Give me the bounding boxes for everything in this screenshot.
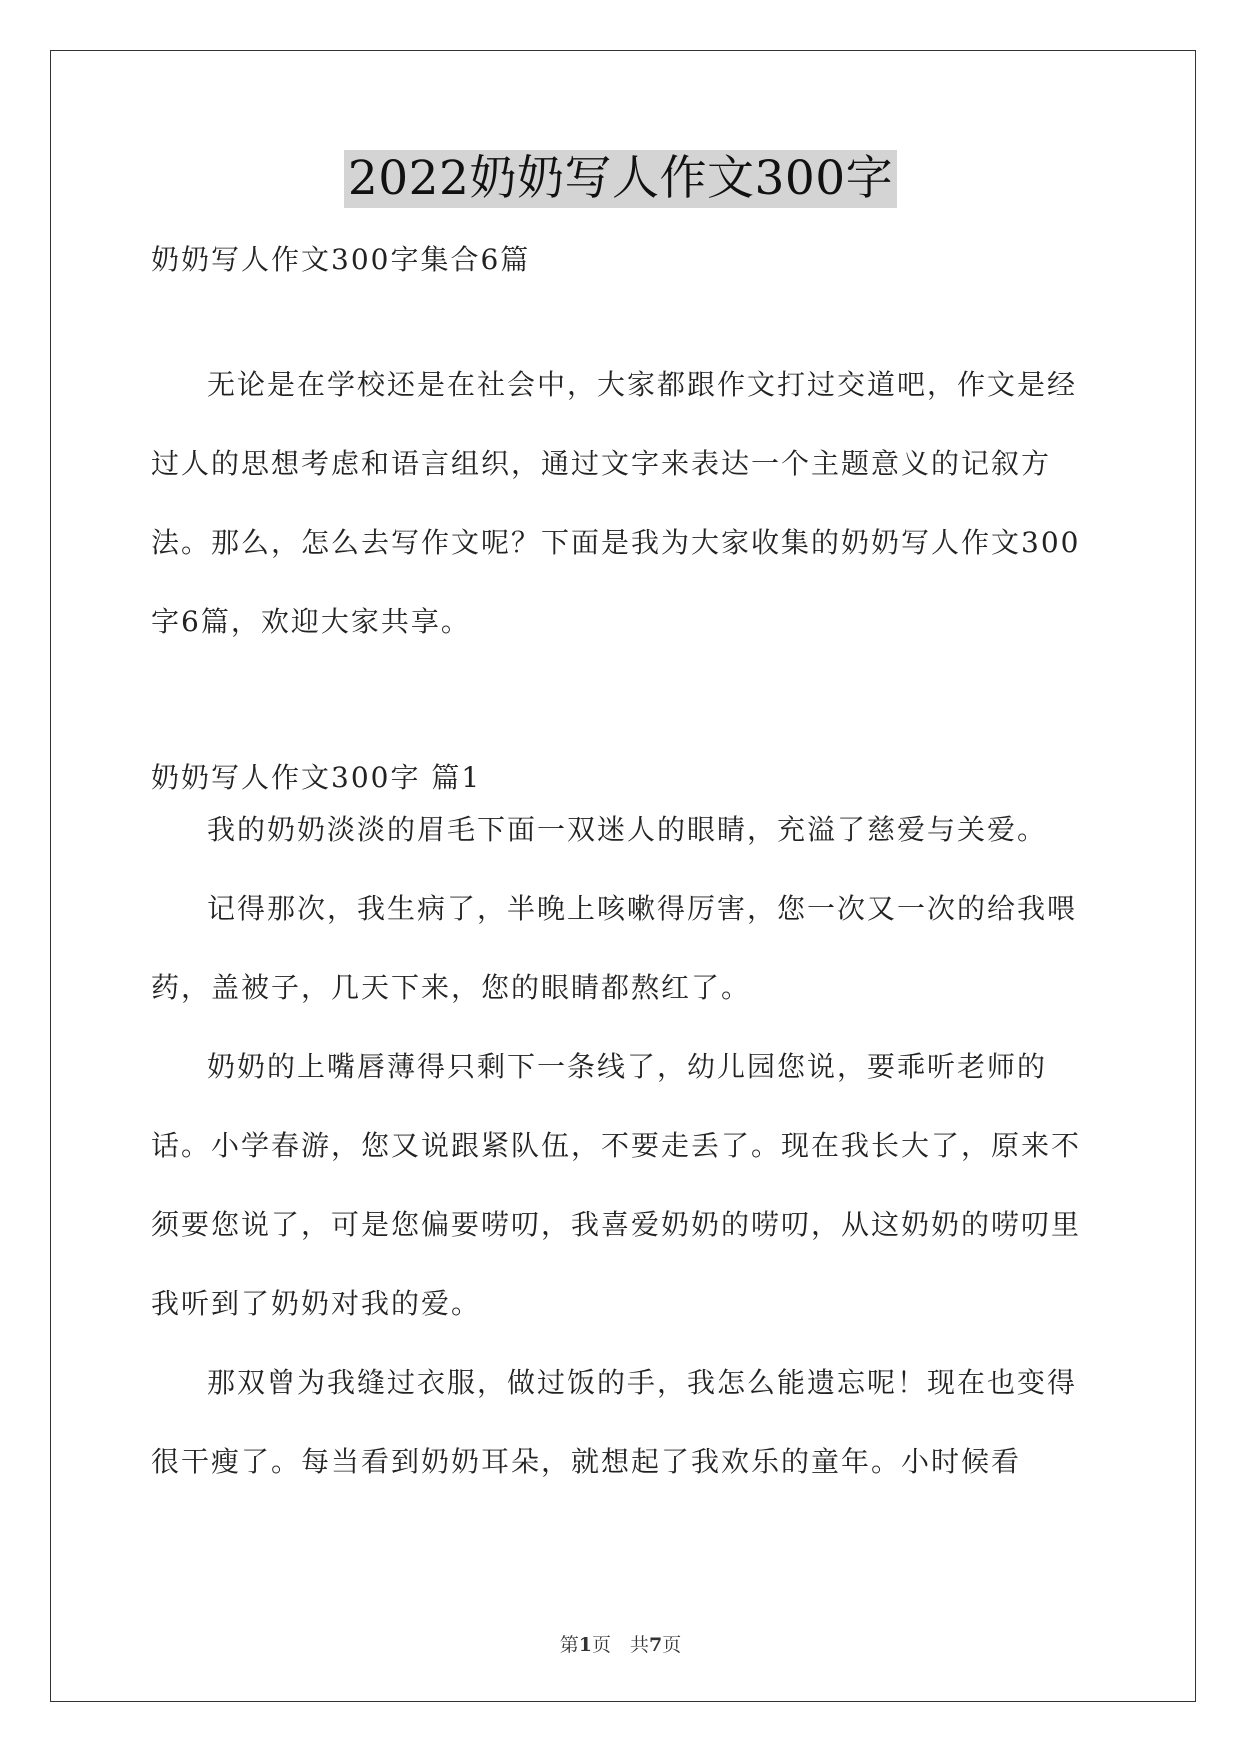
- page-footer: [0, 1630, 1241, 1657]
- footer-prefix: 第: [559, 1634, 579, 1656]
- footer-middle: 页 共: [591, 1634, 649, 1656]
- paragraph-3: 奶奶的上嘴唇薄得只剩下一条线了，幼儿园您说，要乖听老师的话。小学春游，您又说跟紧队伍，不要走丢了。现在我长大了，原来不须要您说了，可是您偏要唠叨，我喜爱奶奶的唠叨，从这奶奶的唠叨里我听到了奶奶对我的爱。: [151, 1050, 1082, 1320]
- paragraph-1: 我的奶奶淡淡的眉毛下面一双迷人的眼睛，充溢了慈爱与关爱。: [207, 813, 1048, 846]
- footer-current-page: 1: [578, 1634, 592, 1656]
- title-container: [0, 150, 1241, 208]
- paragraph-4: 那双曾为我缝过衣服，做过饭的手，我怎么能遗忘呢！现在也变得很干瘦了。每当看到奶奶耳朵，就想起了我欢乐的童年。小时候看: [151, 1366, 1078, 1478]
- footer-suffix: 页: [662, 1634, 682, 1656]
- document-title: 2022奶奶写人作文300字: [344, 150, 897, 208]
- essay-body: [151, 790, 1091, 1501]
- document-subtitle: 奶奶写人作文300字集合6篇: [151, 243, 531, 276]
- intro-block: [151, 345, 1091, 661]
- section-heading: 奶奶写人作文300字 篇1: [151, 761, 482, 794]
- intro-paragraph: 无论是在学校还是在社会中，大家都跟作文打过交道吧，作文是经过人的思想考虑和语言组织，通过文字来表达一个主题意义的记叙方法。那么，怎么去写作文呢？下面是我为大家收集的奶奶写人作文300字6篇，欢迎大家共享。: [151, 368, 1081, 638]
- paragraph-2: 记得那次，我生病了，半晚上咳嗽得厉害，您一次又一次的给我喂药，盖被子，几天下来，您的眼睛都熬红了。: [151, 892, 1078, 1004]
- footer-total-pages: 7: [649, 1634, 663, 1656]
